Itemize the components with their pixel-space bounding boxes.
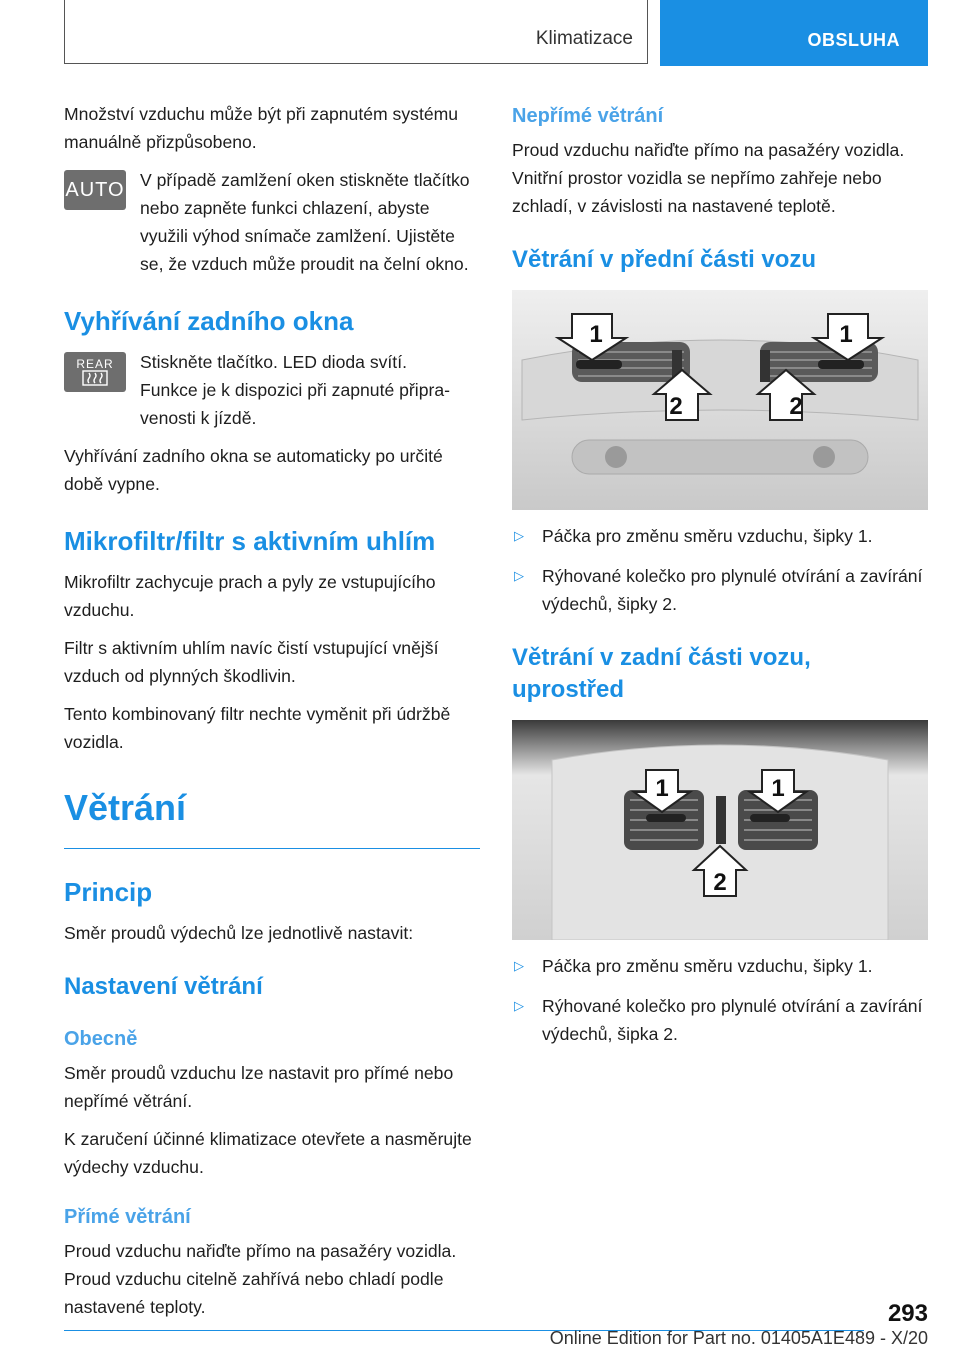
list-item (512, 952, 928, 980)
heading-settings: Nastavení větrání (64, 973, 263, 1000)
auto-button-icon (64, 170, 126, 210)
front-legend (512, 522, 928, 618)
front-legend-1: Páčka pro změnu směru vzduchu, šipky 1. (542, 526, 873, 546)
rear-defrost-icon (64, 352, 126, 392)
rear-legend-1: Páčka pro změnu směru vzduchu, šipky 1. (542, 956, 873, 976)
list-item (512, 992, 928, 1048)
indirect-paragraph: Proud vzduchu nařiďte přímo na pasažéry vozidla. Vnitřní prostor vozidla se nepřímo zahřeje nebo zchladí, v závislosti na nastavené teplotě. (512, 140, 905, 216)
front-callout-2-left: 2 (669, 393, 683, 420)
general-paragraph-1: Směr proudů vzduchu lze nastavit pro přímé nebo nepřímé větrání. (64, 1063, 454, 1111)
general-paragraph-2: K zaručení účinné klimatizace otevřete a nasměrujte výdechy vzduchu. (64, 1129, 472, 1177)
filter-paragraph-2: Filtr s aktivním uhlím navíc čistí vstupující vnější vzduch od plynných škodlivin. (64, 638, 439, 686)
heading-principle: Princip (64, 877, 153, 907)
filter-paragraph-1: Mikrofiltr zachycuje prach a pyly ze vstupujícího vzduchu. (64, 572, 436, 620)
triangle-bullet-icon: ▷ (514, 998, 524, 1013)
heading-general: Obecně (64, 1028, 138, 1050)
triangle-bullet-icon: ▷ (514, 958, 524, 973)
auto-icon-label: AUTO (65, 179, 125, 201)
rear-paragraph-3: Vyhřívání zadního okna se automaticky po určité době vypne. (64, 446, 443, 494)
auto-text: V případě zamlžení oken stiskněte tlačítko nebo zapněte funkci chlazení, abyste využili výhod snímače zamlžení. Ujistěte se, že vzduch může proudit na čelní okno. (140, 170, 470, 274)
page-number: 293 (887, 1300, 928, 1327)
page-header (64, 0, 928, 66)
heading-front-ventilation: Větrání v přední části vozu (512, 246, 817, 273)
header-title-box (64, 0, 648, 64)
chapter-title: Klimatizace (535, 28, 633, 49)
left-column (64, 100, 480, 1331)
front-vents-figure (512, 290, 928, 510)
front-callout-2-right: 2 (789, 393, 803, 420)
front-vents-illustration (512, 290, 928, 510)
rear-callout-1-right: 1 (771, 775, 785, 802)
direct-paragraph: Proud vzduchu nařiďte přímo na pasažéry vozidla. Proud vzduchu citelně zahřívá nebo chladí podle nastavené teploty. (64, 1241, 457, 1317)
intro-paragraph: Množství vzduchu může být při zapnutém systému manuálně přizpůsobeno. (64, 104, 459, 152)
heading-indirect: Nepřímé větrání (512, 105, 664, 127)
defrost-waves-icon (82, 370, 108, 386)
section-tab-label: OBSLUHA (807, 30, 900, 50)
auto-paragraph (64, 166, 480, 278)
triangle-bullet-icon: ▷ (514, 528, 524, 543)
rear-callout-1-left: 1 (655, 775, 669, 802)
front-callout-1-left: 1 (589, 321, 603, 348)
principle-paragraph: Směr proudů výdechů lze jednotlivě nastavit: (64, 923, 414, 943)
rear-legend (512, 952, 928, 1048)
right-column (512, 100, 928, 1060)
heading-rear-window: Vyhřívání zadního okna (64, 306, 354, 336)
triangle-bullet-icon: ▷ (514, 568, 524, 583)
list-item (512, 522, 928, 550)
heading-direct: Přímé větrání (64, 1206, 191, 1228)
front-legend-2: Rýhované kolečko pro plynulé otvírání a zavírání výdechů, šipky 2. (542, 566, 923, 614)
front-callout-1-right: 1 (839, 321, 853, 348)
heading-rear-center-ventilation: Větrání v zadní části vozu, uprostřed (512, 644, 811, 703)
list-item (512, 562, 928, 618)
rear-icon-label: REAR (76, 357, 114, 371)
heading-ventilation: Větrání (64, 786, 480, 849)
rear-legend-2: Rýhované kolečko pro plynulé otvírání a zavírání výdechů, šipka 2. (542, 996, 923, 1044)
rear-paragraph-1 (64, 348, 480, 432)
rear-vents-illustration (512, 720, 928, 940)
rear-text-1: Stiskněte tlačítko. LED dioda svítí. (140, 352, 407, 372)
rear-vents-figure (512, 720, 928, 940)
edition-text: Online Edition for Part no. 01405A1E489 - X/20 (549, 1328, 928, 1348)
rear-callout-2: 2 (713, 869, 727, 896)
heading-filter: Mikrofiltr/filtr s aktivním uhlím (64, 526, 436, 556)
section-tab (660, 0, 928, 66)
rear-text-2: Funkce je k dispozici při zapnuté připravenosti k jízdě. (140, 380, 450, 428)
filter-paragraph-3: Tento kombinovaný filtr nechte vyměnit při údržbě vozidla. (64, 704, 451, 752)
